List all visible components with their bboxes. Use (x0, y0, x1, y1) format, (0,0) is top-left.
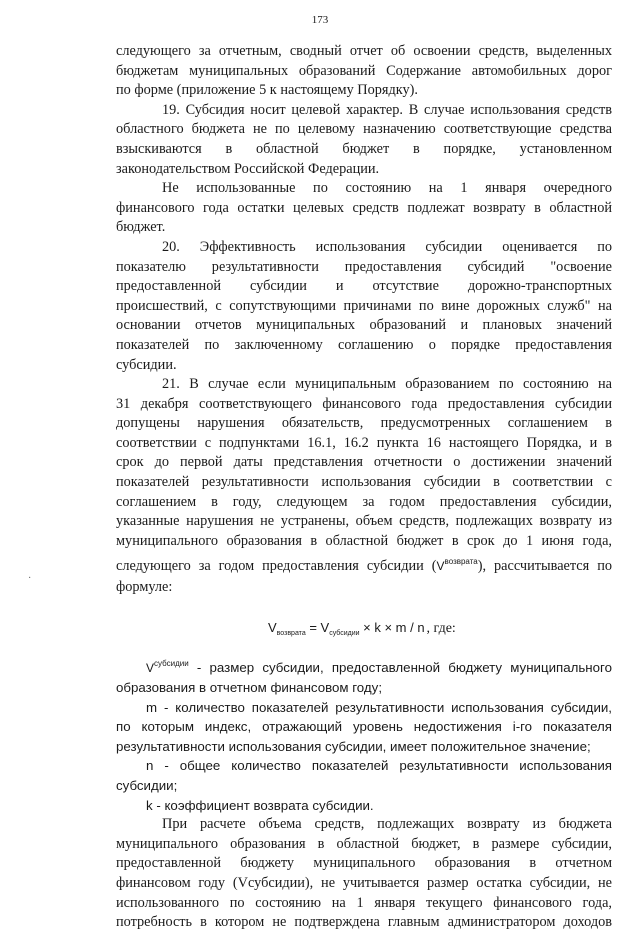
text-line: взыскиваются в областной бюджет в порядке, установленном (116, 140, 612, 157)
paragraph-unused-funds (116, 179, 612, 238)
text-line: по которым индекс, отражающий уровень недостижения i-го показателя (116, 719, 612, 735)
text-line: k - коэффициент возврата субсидии. (146, 797, 374, 813)
text-line: Не использованные по состоянию на 1 января очередного (162, 180, 612, 197)
definition-n (116, 756, 612, 795)
text-line: образования в отчетном финансовом году; (116, 680, 383, 696)
text-line: предоставленной субсидии и отсутствие дорожно-транспортных (116, 278, 612, 295)
document-body (116, 42, 612, 933)
text-line: срок до первой даты представления отчетности о достижении значений (116, 454, 612, 471)
text-line: 21. В случае если муниципальным образованием по состоянию на (162, 376, 612, 393)
text-line: использованного по состоянию на 1 января текущего финансового года, (116, 894, 612, 911)
text-line: по форме (приложение 5 к настоящему Порядку). (116, 82, 419, 99)
definition-m (116, 698, 612, 757)
text-line: финансового года остатки целевых средств подлежат возврату в областной (116, 199, 612, 216)
text-line: муниципального образования в областной бюджет в срок до 1 июня года, (116, 532, 612, 549)
text-line: 31 декабря соответствующего финансового года предоставления субсидии (116, 395, 612, 412)
text-line: результативности использования субсидии, имеет положительное значение; (116, 738, 591, 754)
v-subsidy-symbol: Vсубсидии (146, 659, 189, 676)
page-number: 173 (311, 14, 329, 26)
text-line: 20. Эффективность использования субсидии оценивается по (162, 238, 612, 255)
definition-v (116, 656, 612, 698)
text-line: областного бюджета не по целевому назначению соответствующие средства (116, 121, 612, 138)
text-line: финансовом году (Vсубсидии), не учитывается размер остатка субсидии, не (116, 874, 612, 891)
text-line: m - количество показателей результативности использования субсидии, (146, 699, 612, 715)
text-line: При расчете объема средств, подлежащих возврату из бюджета (162, 816, 612, 833)
text-line: допущены нарушения обязательств, предусмотренных соглашением в (116, 415, 612, 432)
text-line: указанные нарушения не устранены, объем средств, подлежащих возврату из (116, 513, 612, 530)
text-line: субсидии; (116, 778, 178, 793)
text-line: соответствии с подпунктами 16.1, 16.2 пункта 16 настоящего Порядка, и в (116, 434, 612, 451)
text-line: Vсубсидии - размер субсидии, предоставленной бюджету муниципального (146, 659, 612, 676)
text-line: муниципального образования в областной бюджет, в размере субсидии, (116, 835, 612, 852)
text-line: показателей результативности использования субсидии в соответствии с (116, 474, 612, 491)
paragraph-calculation (116, 815, 612, 933)
text-run: следующего за годом предоставления субсидии ( (116, 558, 437, 575)
formula-block (116, 598, 612, 656)
scan-mark: · (28, 573, 32, 584)
paragraph-20 (116, 238, 612, 375)
text-line: законодательством Российской Федерации. (116, 160, 380, 177)
text-line: бюджетам муниципальных образований Содержание автомобильных дорог (116, 62, 612, 79)
refund-formula: $V_{возврата} = V_{субсидии} \times k \times m / n$ , где: (268, 620, 456, 638)
text-line: предоставленной бюджету муниципального образования в отчетном (116, 855, 612, 872)
text-line: субсидии. (116, 356, 177, 373)
text-line: бюджет. (116, 219, 166, 236)
paragraph-21 (116, 375, 612, 598)
text-line: 19. Субсидия носит целевой характер. В случае использования средств (162, 101, 612, 118)
text-line: потребность в котором не подтверждена главным администратором доходов (116, 914, 612, 931)
text-line (116, 551, 612, 578)
paragraph-18-end (116, 42, 612, 101)
text-line: n - общее количество показателей результативности использования (146, 758, 612, 774)
definition-k (116, 796, 612, 816)
v-return-symbol: Vвозврата (436, 557, 478, 574)
text-line: следующего за отчетным, сводный отчет об освоении средств, выделенных (116, 43, 612, 59)
text-run: ), рассчитывается по (477, 558, 612, 575)
text-line: основании отчетов муниципальных образований и плановых значений (116, 317, 612, 334)
text-line: показателю результативности предоставления субсидий "освоение (116, 258, 612, 275)
text-line: происшествий, с сопутствующими причинами по вине дорожных служб" на (116, 297, 612, 314)
text-line: формуле: (116, 579, 173, 596)
paragraph-19 (116, 101, 612, 179)
text-line: показателей по заключенному соглашению о порядке предоставления (116, 336, 612, 353)
text-line: соглашением в году, следующем за годом предоставления субсидии, (116, 493, 612, 510)
